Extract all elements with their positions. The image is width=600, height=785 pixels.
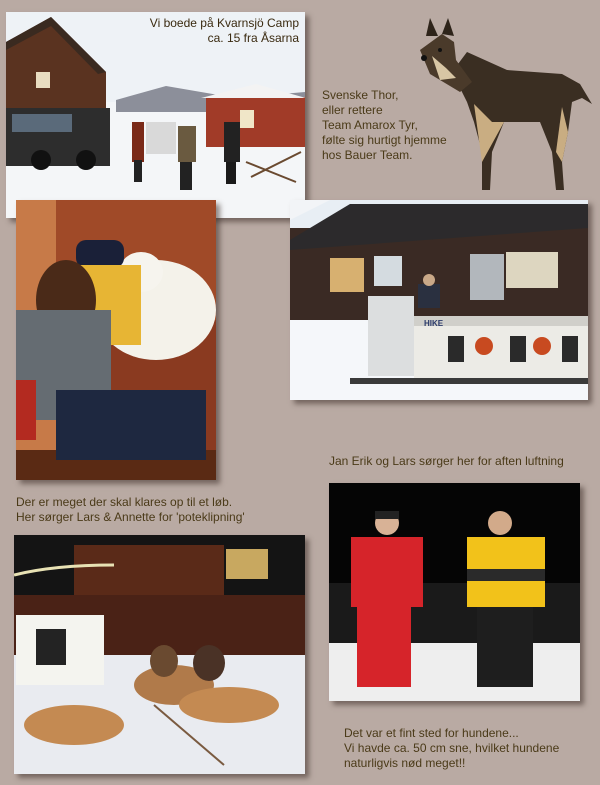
snow-caption-line: Vi havde ca. 50 cm sne, hvilket hundene bbox=[344, 741, 560, 755]
dog-caption-line: følte sig hurtigt hjemme bbox=[322, 133, 447, 147]
camp-caption-line: Vi boede på Kvarnsjö Camp bbox=[149, 16, 299, 30]
evening-walk-caption-line: Jan Erik og Lars sørger her for aften luftning bbox=[329, 454, 564, 468]
dog-caption-line: hos Bauer Team. bbox=[322, 148, 413, 162]
trailer-house-photo bbox=[290, 200, 588, 400]
snow-caption-line: naturligvis nød meget!! bbox=[344, 756, 466, 770]
indoor-husky-photo bbox=[16, 200, 216, 480]
dog-caption-line: eller rettere bbox=[322, 103, 383, 117]
dog-caption-line: Svenske Thor, bbox=[322, 88, 399, 102]
camp-caption bbox=[150, 16, 299, 46]
snow-caption-line: Det var et fint sted for hundene... bbox=[344, 726, 519, 740]
evening-walk-caption bbox=[329, 454, 564, 469]
night-dogs-photo bbox=[14, 535, 305, 774]
snow-caption bbox=[344, 726, 559, 771]
night-portrait-photo bbox=[329, 483, 580, 701]
paw-trimming-caption-line: Der er meget der skal klares op til et løb. bbox=[16, 495, 233, 509]
paw-trimming-caption-line: Her sørger Lars & Annette for 'poteklipning' bbox=[16, 510, 245, 524]
paw-trimming-caption bbox=[16, 495, 245, 525]
camp-caption-line: ca. 15 fra Åsarna bbox=[207, 31, 299, 45]
dog-caption-line: Team Amarox Tyr, bbox=[322, 118, 418, 132]
trailer-sign: HIKE bbox=[424, 319, 444, 328]
dog-caption bbox=[322, 88, 447, 163]
camp-photo bbox=[6, 12, 305, 218]
